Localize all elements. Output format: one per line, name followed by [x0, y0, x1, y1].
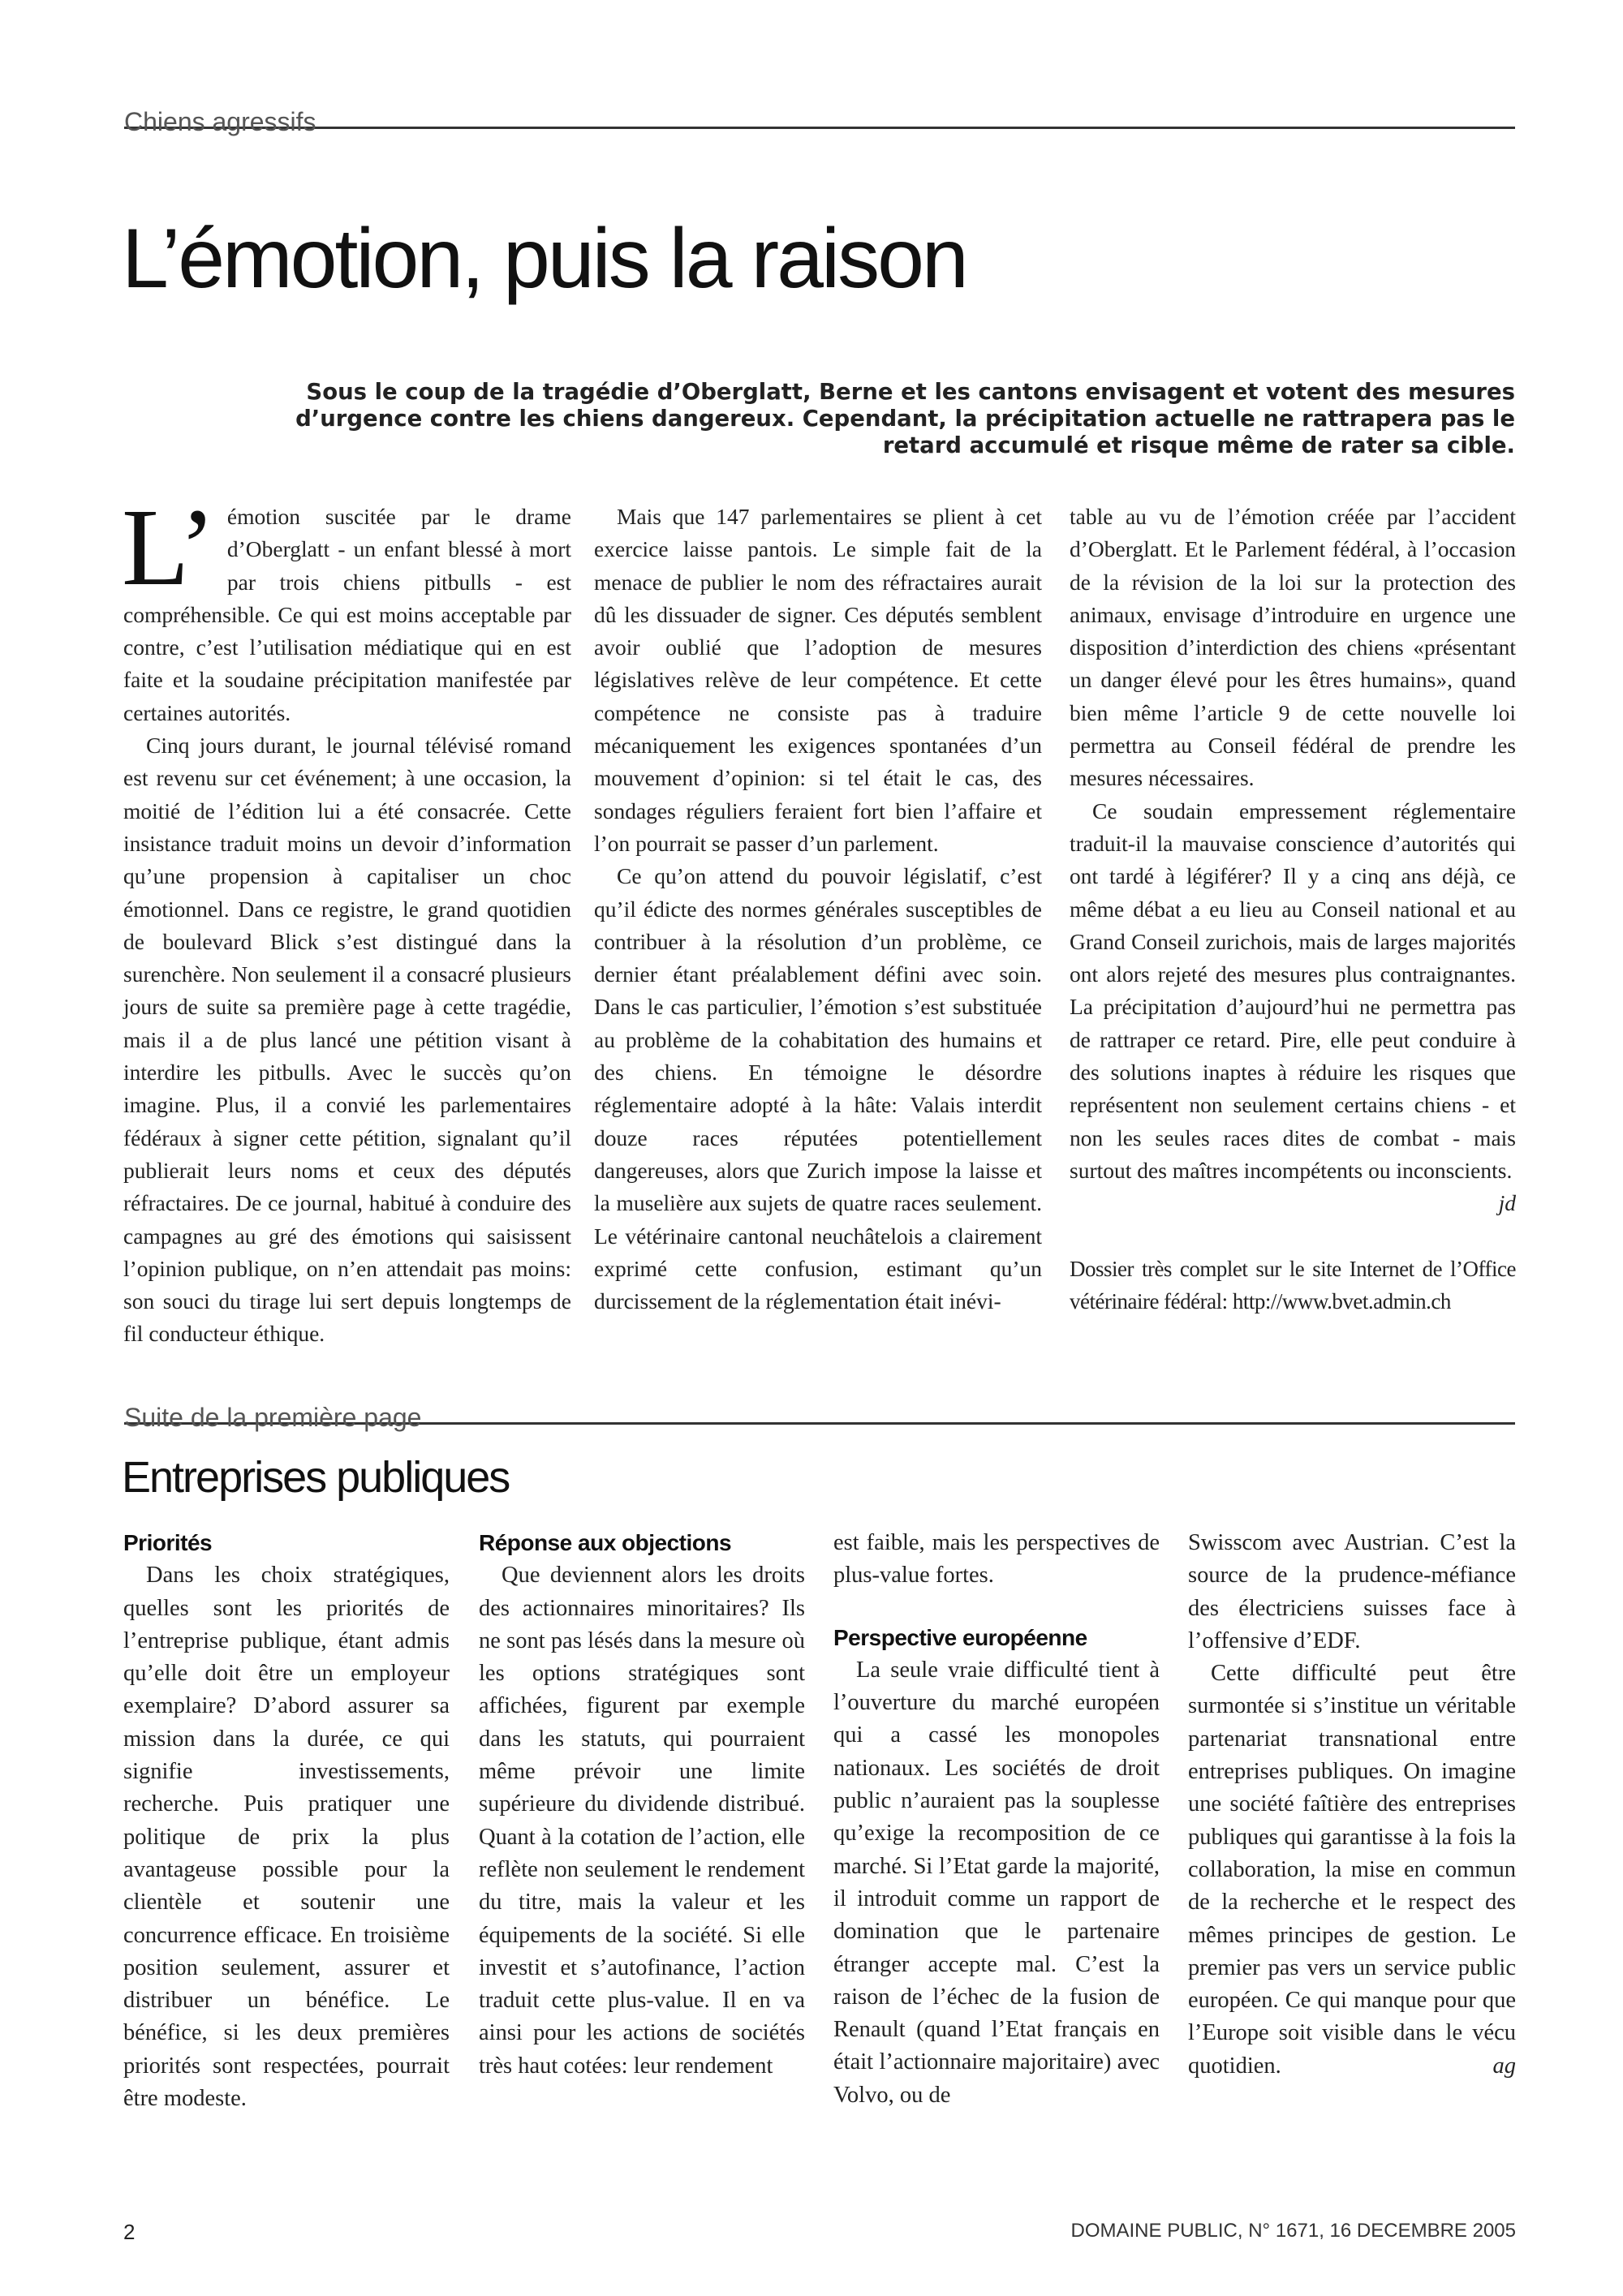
paragraph: L’ émotion suscitée par le drame d’Oberglatt - un enfant blessé à mort par trois chiens pitbulls - est compréhensible. Ce qui est moins acceptable par contre, c’est l’utilisation médiatique qui en est faite et la soudaine précipitation manifestée par certaines autorités. — [122, 487, 571, 725]
subheading-reponse: Réponse aux objections — [479, 1530, 732, 1555]
section-rubric-suite — [124, 1391, 1515, 1432]
paragraph: Ce soudain empressement réglementaire traduit-il la mauvaise conscience d’autorités qui ont tardé à légiférer? Il y a cinq ans déjà, ce même débat a eu lieu au Conseil national et au Grand Conseil zurichois, mais de larges majorités ont alors rejeté des mesures plus contraignantes. La précipitation d’aujourd’hui ne permettra pas de rattraper ce retard. Pire, elle peut conduire à des solutions inaptes à réduire les risques que représentent non seulement certains chiens - et non les seules races dites de combat - mais surtout des maîtres incompétents ou inconscients. — [1070, 798, 1516, 1183]
paragraph: Cette difficulté peut être surmontée si s’institue un véritable partenariat transnational entre entreprises publiques. On imagine une société faîtière des entreprises publiques qui garantisse à la fois la collaboration, la mise en commun de la recherche et le respect des mêmes principes de gestion. Le premier pas vers un service public européen. Ce qui manque pour que l’Europe soit visible dans le vécu quotidien. — [1188, 1661, 1516, 2079]
paragraph: La seule vraie difficulté tient à l’ouverture du marché européen qui a cassé les monopoles nationaux. Les sociétés de droit public n’auraient pas la souplesse qu’exige la recomposition de ce marché. Si l’Etat garde la majorité, il introduit comme un rapport de domination que le partenaire étranger accepte mal. C’est la raison de l’échec de la fusion de Renault (quand l’Etat français en était l’actionnaire majoritaire) avec Volvo, ou de — [833, 1657, 1160, 2108]
page-number: 2 — [123, 2220, 136, 2244]
paragraph: Mais que 147 parlementaires se plient à cet exercice laisse pantois. Le simple fait de la menace de publier le nom des réfractaires aurait dû les dissuader de signer. Ces députés semblent avoir oublié que l’adoption de mesures législatives relève de leur compétence. Et cette compétence ne consiste pas à traduire mécaniquement les exigences spontanées d’un mouvement d’opinion: si tel était le cas, des sondages réguliers feraient fort bien l’affaire et l’on pourrait se passer d’un parlement. — [594, 504, 1042, 856]
rubric-label: Chiens agressifs — [124, 107, 316, 136]
article1-column-1 — [122, 487, 571, 1351]
paragraph: Swisscom avec Austrian. C’est la source de la prudence-méfiance des électriciens suisses face à l’offensive d’EDF. — [1188, 1530, 1516, 1653]
article2-title: Entreprises publiques — [122, 1453, 510, 1502]
article2-column-4 — [1188, 1527, 1516, 2083]
article-title: L’émotion, puis la raison — [122, 212, 966, 306]
drop-cap: L’ — [122, 487, 216, 608]
paragraph: Que deviennent alors les droits des actionnaires minoritaires? Ils ne sont pas lésés dans la mesure où les options stratégiques sont affichées, figurent par exemple dans les statuts, qui pourraient même prévoir une limite supérieure du dividende distribué. Quant à la cotation de l’action, elle reflète non seulement le rendement du titre, mais la valeur et les équipements de la société. Si elle investit et s’autofinance, l’action traduit cette plus-value. Il en va ainsi pour les actions de sociétés très haut cotées: leur rendement — [479, 1563, 805, 2079]
rubric-label: Suite de la première page — [124, 1403, 422, 1432]
subheading-perspective: Perspective européenne — [833, 1624, 1087, 1650]
article1-column-3 — [1070, 501, 1516, 1318]
article-lede: Sous le coup de la tragédie d’Oberglatt, Berne et les cantons envisagent et votent des mesures d’urgence contre les chiens dangereux. Cependant, la précipitation actuelle ne rattrapera pas le retard accumulé et risque même de rater sa cible. — [295, 379, 1515, 458]
article2-column-3 — [833, 1527, 1160, 2112]
section-rubric-chiens — [124, 96, 1515, 136]
article2-column-2 — [479, 1527, 805, 2083]
paragraph: est faible, mais les perspectives de plus-value fortes. — [833, 1530, 1160, 1589]
paragraph: Dans les choix stratégiques, quelles sont les priorités de l’entreprise publique, étant admis qu’elle doit être un employeur exemplaire? D’abord assurer sa mission dans la durée, ce qui signifie investissements, recherche. Puis pratiquer une politique de prix la plus avantageuse possible pour la clientèle et soutenir une concurrence efficace. En troisième position seulement, assurer et distribuer un bénéfice. Le bénéfice, si les deux premières priorités sont respectées, pourrait être modeste. — [123, 1563, 450, 2112]
paragraph: Ce qu’on attend du pouvoir législatif, c’est qu’il édicte des normes générales susceptibles de contribuer à la résolution d’un problème, ce dernier étant préalablement défini avec soin. Dans le cas particulier, l’émotion s’est substituée au problème de la cohabitation des humains et des chiens. En témoigne le désordre réglementaire adopté à la hâte: Valais interdit douze races réputées potentiellement dangereuses, alors que Zurich impose la laisse et la muselière aux sujets de quatre races seulement. Le vétérinaire cantonal neuchâtelois a clairement exprimé cette confusion, estimant qu’un durcissement de la réglementation était inévi- — [594, 863, 1042, 1314]
article2-column-1 — [123, 1527, 450, 2115]
publication-info: DOMAINE PUBLIC, N° 1671, 16 DECEMBRE 2005 — [1070, 2220, 1516, 2242]
paragraph: Cinq jours durant, le journal télévisé romand est revenu sur cet événement; à une occasion, la moitié de l’édition lui a été consacrée. Cette insistance traduit moins un devoir d’information qu’une propension à capitaliser un choc émotionnel. Dans ce registre, le grand quotidien de boulevard Blick s’est distingué dans la surenchère. Non seulement il a consacré plusieurs jours de suite sa première page à cette tragédie, mais il a de plus lancé une pétition visant à interdire les pitbulls. Avec le succès qu’on imagine. Plus, il a convié les parlementaires fédéraux à signer cette pétition, signalant qu’il publierait leurs noms et ceux des députés réfractaires. De ce journal, habitué à conduire des campagnes au gré des émotions qui saisissent l’opinion publique, on n’en attendait pas moins: son souci du tirage lui sert depuis longtemps de fil conducteur éthique. — [123, 733, 571, 1347]
dossier-note: Dossier très complet sur le site Internet de l’Office vétérinaire fédéral: http://www.bvet.admin.ch — [1070, 1256, 1516, 1314]
author-signature: ag — [1492, 2053, 1516, 2079]
subheading-priorites: Priorités — [123, 1530, 213, 1555]
article1-column-2 — [594, 501, 1042, 1318]
paragraph: table au vu de l’émotion créée par l’accident d’Oberglatt. Et le Parlement fédéral, à l’occasion de la révision de la loi sur la protection des animaux, envisage d’introduire en urgence une disposition d’interdiction des chiens «présentant un danger élevé pour les êtres humains», quand bien même l’article 9 de cette nouvelle loi permettra au Conseil fédéral de prendre les mesures nécessaires. — [1070, 504, 1516, 791]
author-signature: jd — [1498, 1190, 1516, 1216]
